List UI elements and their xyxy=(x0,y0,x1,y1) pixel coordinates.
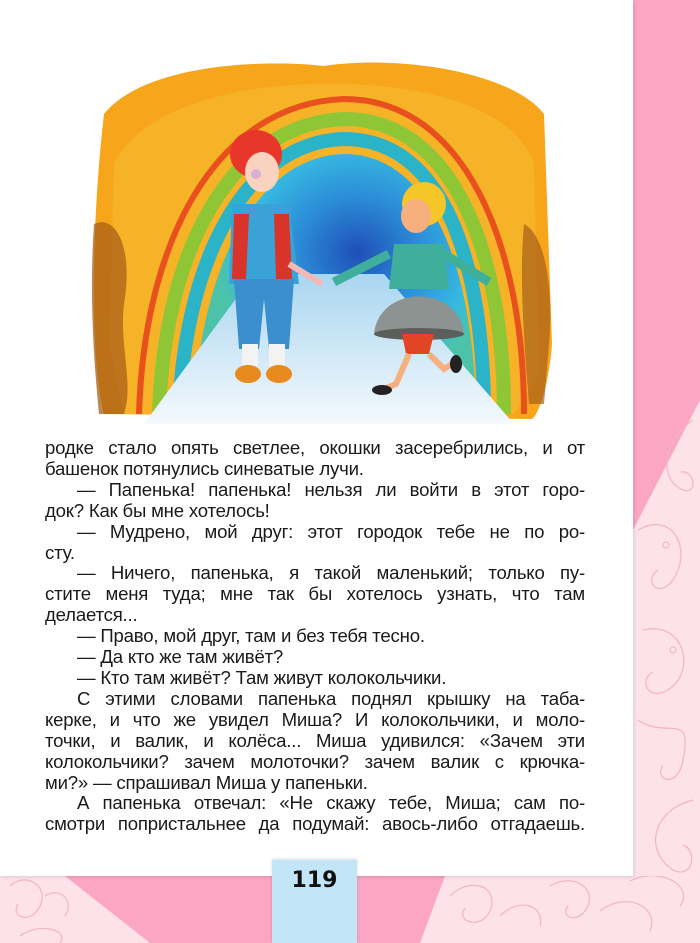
paragraph: — Кто там живёт? Там живут колокольчики. xyxy=(77,666,447,688)
hot-pink-band xyxy=(633,0,700,943)
paragraph: — Мудрено, мой друг: этот городок тебе не по ро- сту. xyxy=(45,520,585,563)
story-text xyxy=(45,438,585,835)
illustration-children-in-rainbow-tunnel xyxy=(84,44,556,426)
paragraph: родке стало опять светлее, окошки засеребрились, и от башенок потянулись синеватые лучи. xyxy=(45,437,585,479)
paragraph: — Ничего, папенька, я такой маленький; только пу- стите меня туда; мне так бы хотелось узнать, что там делается... xyxy=(45,562,585,626)
paragraph: — Да кто же там живёт? xyxy=(77,646,284,668)
right-decorative-strip xyxy=(633,0,700,943)
paragraph: — Право, мой друг, там и без тебя тесно. xyxy=(77,625,425,647)
page-number-tab xyxy=(272,860,357,943)
paragraph: А папенька отвечал: «Не скажу тебе, Миша; сам по- смотри попристальнее да подумай: авось-либо отгадаешь. xyxy=(45,792,585,835)
paragraph: С этими словами папенька поднял крышку на таба- керке, и что же увидел Миша? И колокольчики, и моло- точки, и валик, и колёса... Миша удивился: «Зачем эти колокольчики? зачем молоточки? зачем валик с крючка- ми?» — спрашивал Миша у папеньки. xyxy=(45,687,585,793)
paragraph: — Папенька! папенька! нельзя ли войти в этот горо- док? Как бы мне хотелось! xyxy=(45,478,585,521)
page-number: 119 xyxy=(291,868,338,893)
